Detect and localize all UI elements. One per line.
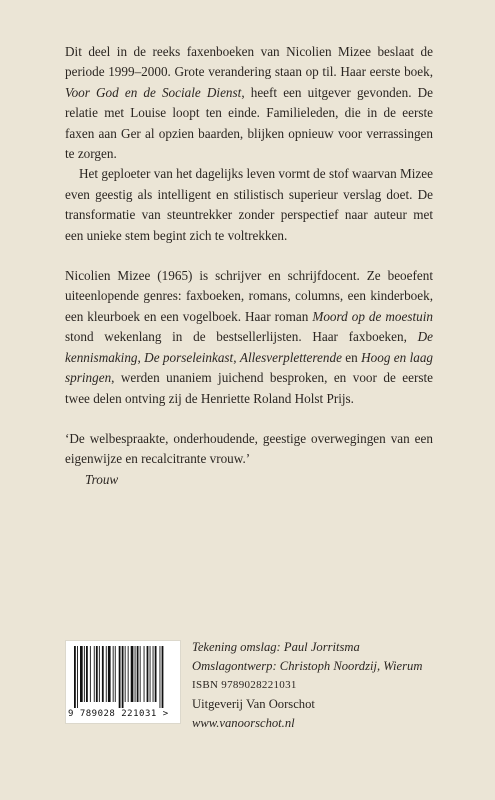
- book-title-reference: Hoog en laag springen: [65, 349, 434, 386]
- barcode-bar: [113, 646, 114, 702]
- barcode-bar: [84, 646, 85, 702]
- barcode-bar: [102, 646, 104, 702]
- isbn-number: ISBN 9789028221031: [192, 679, 297, 691]
- barcode-bar: [147, 646, 149, 702]
- barcode-bar: [106, 646, 107, 702]
- book-title-reference: Voor God en de Sociale Dienst: [65, 84, 242, 100]
- bio-text: stond wekenlang in de bestsellerlijsten. Haar faxboeken,: [65, 329, 418, 345]
- barcode-bar: [115, 646, 116, 702]
- barcode-bar: [125, 646, 126, 702]
- publisher-website[interactable]: www.vanoorschot.nl: [192, 716, 295, 730]
- barcode-bars: [70, 646, 174, 708]
- blurb-paragraph-1: [65, 42, 433, 164]
- barcode-bar: [150, 646, 151, 702]
- bio-text: en: [341, 349, 362, 365]
- barcode-digits: 9 789028 221031 >: [68, 709, 169, 719]
- bio-text: ,: [137, 349, 145, 365]
- blurb-text: Dit deel in de reeks faxenboeken van Nicolien Mizee beslaat de periode 1999–2000. Grote verandering staan op til. Haar eerste boek,: [65, 44, 433, 80]
- book-title-reference: Allesverpletterende: [239, 349, 342, 365]
- review-source: Trouw: [85, 471, 119, 487]
- bio-text: , werden unaniem juichend besproken, en voor de eerste twee delen ontving zij de Henriette Roland Holst Prijs.: [65, 370, 433, 406]
- barcode-bar: [74, 646, 76, 708]
- barcode-bar: [80, 646, 83, 702]
- colophon: [192, 638, 452, 733]
- review-quote: ‘De welbespraakte, onderhoudende, geestige overwegingen van een eigenwijze en recalcitrante vrouw.’: [65, 430, 433, 467]
- barcode-bar: [119, 646, 121, 708]
- barcode-bar: [140, 646, 141, 702]
- barcode-bar: [144, 646, 145, 702]
- barcode-bar: [131, 646, 134, 702]
- design-credit: Omslagontwerp: Christoph Noordzij, Wierum: [192, 659, 423, 673]
- barcode-bar: [135, 646, 136, 702]
- book-title-reference: Moord op de moestuin: [312, 308, 433, 324]
- barcode-bar: [90, 646, 91, 702]
- book-title-reference: De kennismaking: [65, 329, 433, 365]
- barcode-bar: [99, 646, 100, 702]
- barcode-bar: [160, 646, 161, 708]
- barcode-bar: [94, 646, 95, 702]
- barcode-bar: [96, 646, 98, 702]
- barcode-bar: [137, 646, 139, 702]
- blurb-paragraph-2: Het geploeter van het dagelijks leven vormt de stof waarvan Mizee even geestig als intelligent en stilistisch superieur verslag doet. De transformatie van steuntrekker zonder perspectief naar auteur met een unieke stem begint zich te voltrekken.: [65, 166, 433, 243]
- barcode-bar: [86, 646, 88, 702]
- illustration-credit: Tekening omslag: Paul Jorritsma: [192, 640, 360, 654]
- isbn-barcode: [65, 640, 181, 724]
- publisher-name: Uitgeverij Van Oorschot: [192, 697, 315, 711]
- blurb-text: , heeft een uitgever gevonden. De relatie met Louise loopt ten einde. Familieleden, die in de eerste faxen aan Ger al opzien baarden, blijken opnieuw voor verrassingen te zorgen.: [65, 84, 433, 162]
- barcode-bar: [122, 646, 124, 708]
- barcode-bar: [153, 646, 154, 702]
- author-bio: [65, 266, 433, 409]
- barcode-bar: [77, 646, 78, 708]
- barcode-bar: [128, 646, 129, 702]
- barcode-bar: [155, 646, 157, 702]
- bio-text: ,: [233, 349, 240, 365]
- bio-text: Nicolien Mizee (1965) is schrijver en schrijfdocent. Ze beoefent uiteenlopende genres: faxboeken, romans, columns, een kinderboek, een kleurboek en een vogelboek. Haar roman: [65, 268, 433, 324]
- barcode-bar: [162, 646, 164, 708]
- barcode-bar: [108, 646, 111, 702]
- back-cover-text: [65, 42, 433, 490]
- book-title-reference: De porseleinkast: [144, 349, 234, 365]
